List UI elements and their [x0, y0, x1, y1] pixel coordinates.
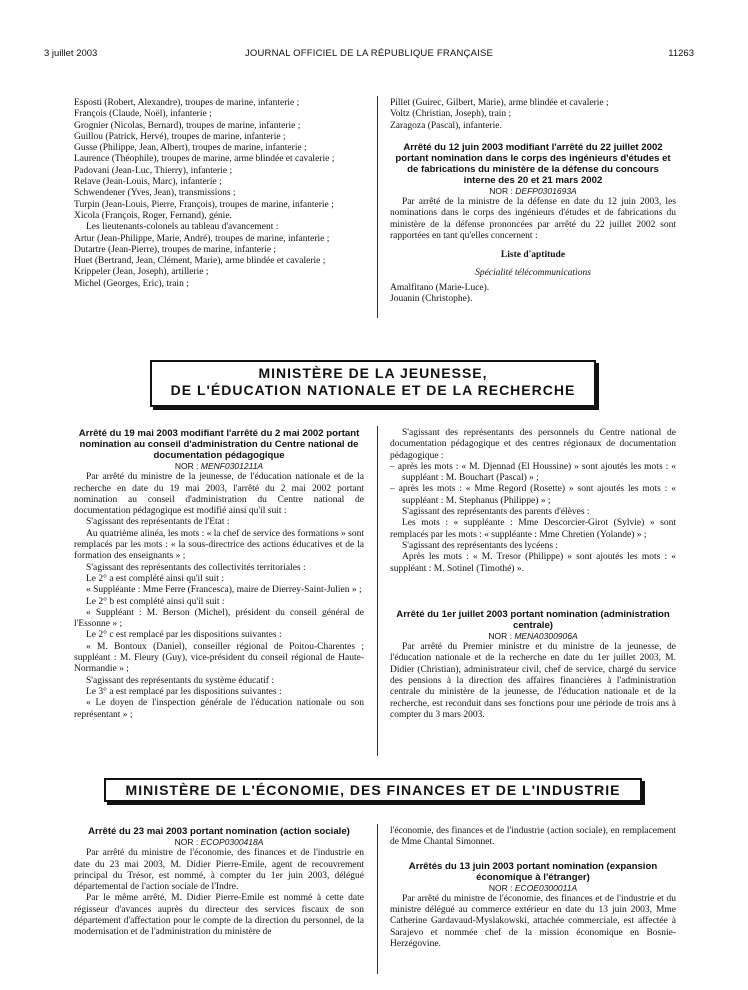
name-entry: Gusse (Philippe, Jean, Albert), troupes de marine, infanterie ; — [74, 143, 307, 154]
ministry-heading-economy — [104, 778, 642, 802]
speciality-label: Spécialité télécommunications — [475, 267, 591, 278]
top-left-column — [74, 98, 364, 290]
name-entry: Grognier (Nicolas, Bernard), troupes de marine, infanterie ; — [74, 120, 301, 131]
bullet-item: – après les mots : « M. Djennad (El Houssine) » sont ajoutés les mots : « suppléant : M. Bouchart (Pascal) » ; — [390, 461, 676, 484]
column-divider-top — [377, 96, 378, 318]
ministry-heading-education — [150, 360, 596, 407]
paragraph: Au quatrième alinéa, les mots : « la chef de service des formations » sont remplacés par les mots : « la sous-directrice des actions éducatives et de la formation des enseignants » ; — [74, 528, 364, 562]
paragraph: Après les mots : « M. Tresor (Philippe) » sont ajoutés les mots : « suppléant : M. Sotinel (Timothé) ». — [390, 552, 676, 574]
mid-left-column — [74, 428, 364, 721]
nor-action-sociale: NOR : ECOP0300418A — [174, 837, 264, 847]
decree-title-cndp: Arrêté du 19 mai 2003 modifiant l'arrêté du 2 mai 2002 portant nomination au conseil d'administration du Centre national de documentation pédagogique — [78, 428, 360, 461]
name-entry: Pillet (Guirec, Gilbert, Marie), arme blindée et cavalerie ; — [390, 98, 609, 108]
decree-title-defense: Arrêté du 12 juin 2003 modifiant l'arrêté du 22 juillet 2002 portant nomination dans le corps des ingénieurs d'études et de fabrications du ministère de la défense du concours interne des 20 et 21 mars 2002 — [395, 141, 671, 186]
list-title: Liste d'aptitude — [500, 250, 566, 261]
paragraph: Le 3° a est remplacé par les dispositions suivantes : — [86, 686, 282, 697]
ministry-heading-economy-line: MINISTÈRE DE L'ÉCONOMIE, DES FINANCES ET DE L'INDUSTRIE — [125, 782, 621, 798]
name-entry: Guillou (Patrick, Hervé), troupes de marine, infanterie ; — [74, 131, 286, 142]
paragraph: Les mots : « suppléante : Mme Descorcier-Girot (Sylvie) » sont remplacés par les mots : « suppléante : Mme Chretien (Yolande) » ; — [390, 518, 676, 540]
bottom-right-column — [390, 826, 676, 950]
page-header — [44, 48, 694, 62]
name-entry: Dutartre (Jean-Pierre), troupes de marine, infanterie ; — [74, 244, 277, 255]
nor-admin-centrale: NOR : MENA0300906A — [488, 630, 578, 641]
paragraph: S'agissant des représentants des personnels du Centre national de documentation pédagogique et des centres régionaux de documentation pédagogique : — [390, 428, 676, 461]
name-entry: Huet (Bertrand, Jean, Clément, Marie), arme blindée et cavalerie ; — [74, 256, 326, 267]
nor-cndp: NOR : MENF0301211A — [174, 461, 264, 471]
name-entry: Esposti (Robert, Alexandre), troupes de marine, infanterie ; — [74, 98, 300, 108]
paragraph: « Suppléant : M. Berson (Michel), président du conseil général de l'Essonne » ; — [74, 607, 364, 630]
name-entry: Michel (Georges, Eric), train ; — [74, 278, 189, 289]
decree-title-admin-centrale: Arrêté du 1er juillet 2003 portant nomination (administration centrale) — [396, 608, 670, 631]
top-right-column — [390, 98, 676, 306]
bottom-left-column — [74, 826, 364, 939]
name-entry: Relave (Jean-Louis, Marc), infanterie ; — [74, 177, 222, 188]
paragraph: Par arrêté du ministre de l'économie, des finances et de l'industrie et du ministre délégué au commerce extérieur en date du 13 juin 2003, Mme Catherine Gardavaud-Myslakowski, attachée commerciale, est affectée à Sarajevo et nommée chef de la mission économique en Bosnie-Herzégovine. — [390, 893, 676, 950]
paragraph: S'agissant des représentants des collectivités territoriales : — [86, 562, 306, 573]
paragraph: « Suppléante : Mme Ferre (Francesca), maire de Dierrey-Saint-Julien » ; — [86, 585, 362, 596]
nor-defense: NOR : DEFP0301693A — [489, 185, 577, 196]
mid-right-column — [390, 428, 676, 721]
name-entry: Laurence (Théophile), troupes de marine, arme blindée et cavalerie ; — [74, 154, 335, 165]
paragraph: S'agissant des représentants du système éducatif : — [86, 675, 274, 686]
paragraph: Le 2° c est remplacé par les dispositions suivantes : — [86, 630, 282, 641]
paragraph: « Le doyen de l'inspection générale de l'éducation nationale ou son représentant » ; — [74, 698, 364, 720]
name-entry: Les lieutenants-colonels au tableau d'avancement : — [86, 222, 279, 233]
header-journal-title: JOURNAL OFFICIEL DE LA RÉPUBLIQUE FRANÇAISE — [244, 48, 494, 59]
name-entry: Krippeler (Jean, Joseph), artillerie ; — [74, 267, 209, 278]
name-entry: Padovani (Jean-Luc, Thierry), infanterie ; — [74, 165, 233, 176]
name-entry: Xicola (François, Roger, Fernand), génie. — [74, 210, 232, 221]
column-divider-mid — [377, 426, 378, 756]
decree-title-action-sociale: Arrêté du 23 mai 2003 portant nomination (action sociale) — [88, 826, 350, 837]
column-divider-bottom — [377, 824, 378, 974]
paragraph: Le 2° a est complété ainsi qu'il suit : — [86, 573, 224, 584]
name-entry: Turpin (Jean-Louis, Pierre, François), troupes de marine, infanterie ; — [74, 199, 334, 210]
ministry-heading-line1: MINISTÈRE DE LA JEUNESSE, — [258, 365, 488, 381]
name-entry: Zaragoza (Pascal), infanterie. — [390, 120, 502, 131]
aptitude-person: Amalfitano (Marie-Luce). — [390, 282, 490, 293]
paragraph: Par arrêté du ministre de la jeunesse, de l'éducation nationale et de la recherche en date du 19 mai 2003, l'arrêté du 2 mai 2002 portant nomination au conseil d'administration du Centre national de documentation pédagogique est modifié ainsi qu'il suit : — [74, 472, 364, 517]
paragraph: S'agissant des représentants des lycéens : — [402, 540, 559, 551]
header-page-number: 11263 — [668, 48, 694, 59]
ministry-heading-line2: DE L'ÉDUCATION NATIONALE ET DE LA RECHERCHE — [170, 382, 576, 398]
name-entry: François (Claude, Noël), infanterie ; — [74, 109, 212, 120]
paragraph: S'agissant des représentants de l'Etat : — [86, 517, 230, 528]
paragraph: S'agissant des représentants des parents d'élèves : — [402, 507, 590, 518]
name-entry: Schwendener (Yves, Jean), transmissions ; — [74, 188, 236, 199]
bullet-item: – après les mots : « Mme Regord (Rosette) » sont ajoutés les mots : « suppléant : M. Stephanus (Philippe) » ; — [390, 484, 676, 506]
aptitude-person: Jouanin (Christophe). — [390, 294, 473, 305]
name-entry: Artur (Jean-Philippe, Marie, André), troupes de marine, infanterie ; — [74, 233, 330, 244]
paragraph: Par arrêté du ministre de l'économie, des finances et de l'industrie en date du 23 mai 2003, M. Didier Pierre-Emile, agent de recouvrement principal du Trésor, est nommé, à compter du 1er juin 2003, délégué départemental de l'action sociale de l'Indre. — [74, 848, 364, 893]
decree-body-defense: Par arrêté de la ministre de la défense en date du 12 juin 2003, les nominations dans le corps des ingénieurs d'études et de fabrications du ministère de la défense prononcées par arrêté du 22 juillet 2002 sont rapportées en tant qu'elles concernent : — [390, 197, 676, 242]
decree-body-admin-centrale: Par arrêté du Premier ministre et du ministre de la jeunesse, de l'éducation nationale et de la recherche en date du 1er juillet 2003, M. Didier (Christian), administrateur civil, chef de service, chargé du service des pensions à la direction des affaires financières à l'administration centrale du ministère de la jeunesse, de l'éducation nationale et de la recherche, est reconduit dans ses fonctions pour une période de trois ans à compter du 3 mars 2003. — [390, 642, 676, 720]
name-entry: Voltz (Christian, Joseph), train ; — [390, 109, 512, 120]
nor-expansion: NOR : ECOE0300011A — [488, 882, 578, 893]
paragraph: Par le même arrêté, M. Didier Pierre-Emile est nommé à cette date régisseur d'avances auprès du directeur des services fiscaux de son département d'affectation pour le compte de la direction du personnel, de la modernisation et de l'administration du ministère de — [74, 893, 364, 938]
paragraph: « M. Bontoux (Daniel), conseiller régional de Poitou-Charentes ; suppléant : M. Fleury (Guy), vice-président du conseil régional de Haute-Normandie » ; — [74, 641, 364, 675]
header-date: 3 juillet 2003 — [44, 48, 98, 59]
paragraph: Le 2° b est complété ainsi qu'il suit : — [86, 596, 225, 607]
decree-title-expansion: Arrêtés du 13 juin 2003 portant nomination (expansion économique à l'étranger) — [408, 860, 658, 883]
paragraph: l'économie, des finances et de l'industrie (action sociale), en remplacement de Mme Chantal Simonnet. — [390, 826, 676, 848]
